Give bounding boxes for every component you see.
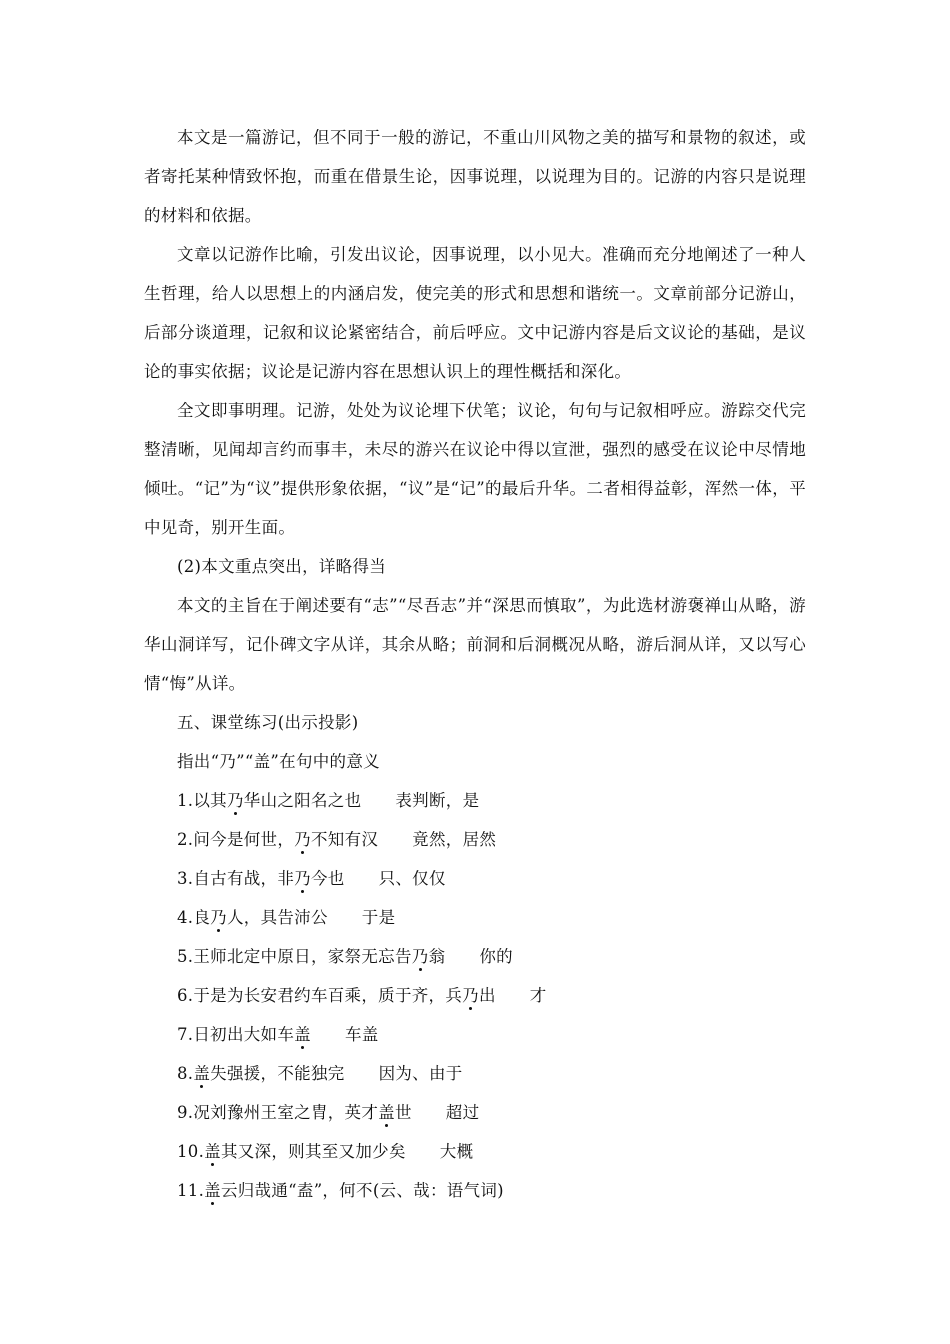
exercise-item [144, 1132, 806, 1171]
exercise-answer: 你的 [479, 947, 513, 966]
exercise-answer: 才 [529, 986, 547, 1005]
exercise-text: 8. [177, 1064, 194, 1083]
exercise-text: 4.良 [177, 908, 211, 927]
exercise-text: 其又深，则其至又加少矣 [220, 1142, 406, 1161]
exercise-text: 9.况刘豫州王室之胄，英才 [177, 1103, 379, 1122]
exercise-text: 10. [177, 1142, 205, 1161]
exercise-list [144, 781, 806, 1210]
exercise-item [144, 937, 806, 976]
key-character: 盖 [378, 1103, 395, 1122]
key-character: 盖 [204, 1142, 221, 1161]
exercise-answer: 超过 [445, 1103, 480, 1122]
key-character: 乃 [411, 947, 429, 966]
exercise-text: 不知有汉 [310, 830, 379, 849]
exercise-answer: 车盖 [344, 1025, 379, 1044]
exercise-item [144, 859, 806, 898]
paragraph-4: 本文的主旨在于阐述要有“志”“尽吾志”并“深思而慎取”，为此选材游褒禅山从略，游华山洞详写，记仆碑文字从详，其余从略；前洞和后洞概况从略，游后洞从详，又以写心情“悔”从详。 [144, 596, 806, 693]
key-character: 盖 [294, 1025, 311, 1044]
exercise-answer: 只、仅仅 [378, 869, 446, 888]
key-character: 乃 [462, 986, 479, 1005]
section-title: 五、课堂练习(出示投影) [177, 713, 359, 732]
exercise-item [144, 976, 806, 1015]
exercise-text: 11. [177, 1181, 205, 1200]
exercise-text: 今也 [310, 869, 345, 888]
exercise-item [144, 820, 806, 859]
subheading: (2)本文重点突出，详略得当 [177, 557, 387, 576]
exercise-item [144, 1054, 806, 1093]
exercise-text: 1.以其 [177, 791, 227, 810]
exercise-answer: 大概 [439, 1142, 474, 1161]
key-character: 乃 [294, 830, 311, 849]
document-body [144, 118, 806, 1210]
exercise-text: 翁 [428, 947, 446, 966]
exercise-text: 出 [478, 986, 496, 1005]
instruction: 指出“乃”“盖”在句中的意义 [177, 752, 380, 771]
exercise-text: 6.于是为长安君约车百乘，质于齐，兵 [177, 986, 463, 1005]
exercise-item [144, 898, 806, 937]
exercise-text: 5.王师北定中原日，家祭无忘告 [177, 947, 412, 966]
exercise-item [144, 781, 806, 820]
exercise-text: 人，具告沛公 [226, 908, 328, 927]
exercise-item [144, 1093, 806, 1132]
exercise-item [144, 1015, 806, 1054]
key-character: 乃 [210, 908, 227, 927]
exercise-answer: 竟然，居然 [412, 830, 497, 849]
paragraph-1: 本文是一篇游记，但不同于一般的游记，不重山川风物之美的描写和景物的叙述，或者寄托某种情致怀抱，而重在借景生论，因事说理，以说理为目的。记游的内容只是说理的材料和依据。 [144, 128, 806, 225]
exercise-answer: 因为、由于 [378, 1064, 463, 1083]
exercise-text: 世 [394, 1103, 412, 1122]
exercise-text: 7.日初出大如车 [177, 1025, 295, 1044]
key-character: 盖 [204, 1181, 221, 1200]
key-character: 乃 [226, 791, 244, 810]
exercise-text: 华山之阳名之也 [243, 791, 362, 810]
key-character: 乃 [294, 869, 311, 888]
exercise-text: 2.问今是何世， [177, 830, 295, 849]
exercise-answer: 于是 [361, 908, 396, 927]
paragraph-2: 文章以记游作比喻，引发出议论，因事说理，以小见大。准确而充分地阐述了一种人生哲理，给人以思想上的内涵启发，使完美的形式和思想和谐统一。文章前部分记游山，后部分谈道理，记叙和议论紧密结合，前后呼应。文中记游内容是后文议论的基础，是议论的事实依据；议论是记游内容在思想认识上的理性概括和深化。 [144, 245, 806, 381]
exercise-item [144, 1171, 806, 1210]
exercise-text: 3.自古有战，非 [177, 869, 295, 888]
exercise-text: 云归哉通“盍”，何不(云、哉：语气词) [220, 1181, 504, 1200]
exercise-answer: 表判断，是 [395, 791, 480, 810]
exercise-text: 失强援，不能独完 [210, 1064, 345, 1083]
key-character: 盖 [193, 1064, 211, 1083]
paragraph-3: 全文即事明理。记游，处处为议论埋下伏笔；议论，句句与记叙相呼应。游踪交代完整清晰，见闻却言约而事丰，未尽的游兴在议论中得以宣泄，强烈的感受在议论中尽情地倾吐。“记”为“议”提供形象依据，“议”是“记”的最后升华。二者相得益彰，浑然一体，平中见奇，别开生面。 [144, 401, 806, 537]
